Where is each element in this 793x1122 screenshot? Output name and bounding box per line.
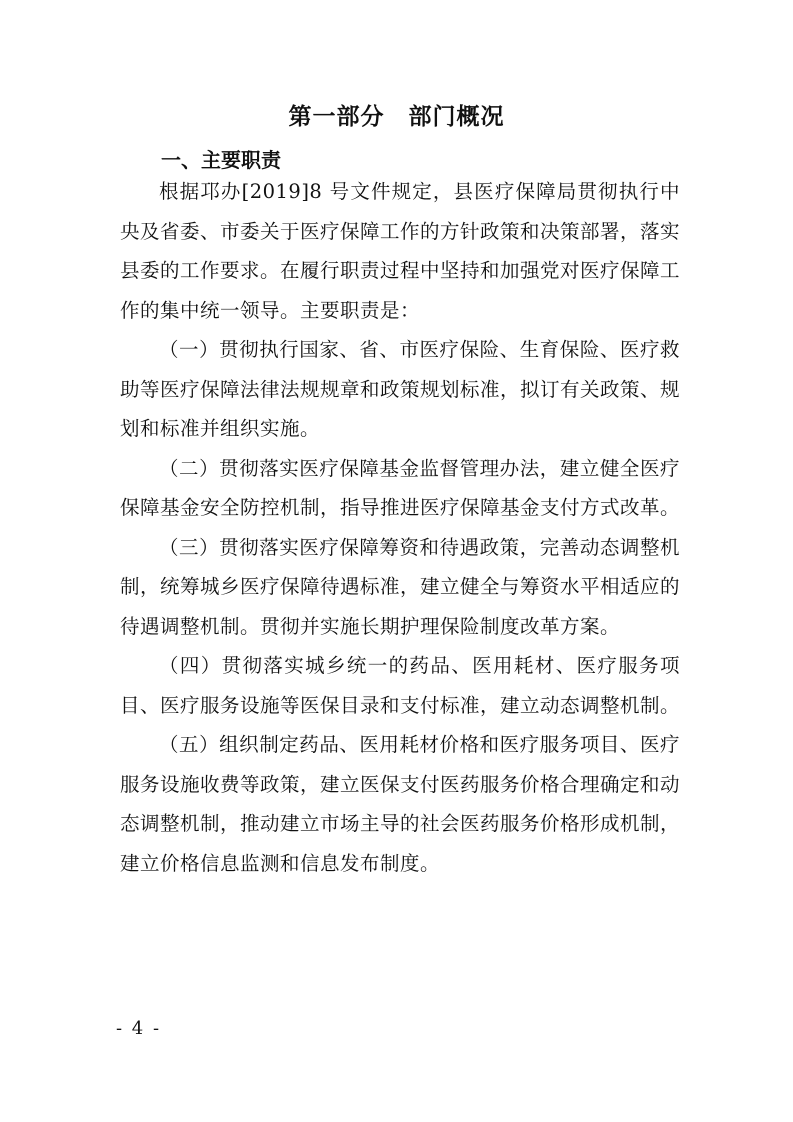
duty-item-3: （三）贯彻落实医疗保障筹资和待遇政策，完善动态调整机制，统筹城乡医疗保障待遇标准，建立健全与筹资水平相适应的待遇调整机制。贯彻并实施长期护理保险制度改革方案。 bbox=[120, 535, 681, 638]
duty-item-5: （五）组织制定药品、医用耗材价格和医疗服务项目、医疗服务设施收费等政策，建立医保支付医药服务价格合理确定和动态调整机制，推动建立市场主导的社会医药服务价格形成机制，建立价格信息监测和信息发布制度。 bbox=[120, 733, 681, 875]
body-text bbox=[120, 172, 680, 883]
page-title: 第一部分 部门概况 bbox=[288, 104, 505, 130]
intro-paragraph: 根据邛办[2019]8 号文件规定，县医疗保障局贯彻执行中央及省委、市委关于医疗保障工作的方针政策和决策部署，落实县委的工作要求。在履行职责过程中坚持和加强党对医疗保障工作的集中统一领导。主要职责是： bbox=[120, 180, 681, 322]
duty-item-4: （四）贯彻落实城乡统一的药品、医用耗材、医疗服务项目、医疗服务设施等医保目录和支付标准，建立动态调整机制。 bbox=[120, 654, 681, 717]
duty-item-2: （二）贯彻落实医疗保障基金监督管理办法，建立健全医疗保障基金安全防控机制，指导推进医疗保障基金支付方式改革。 bbox=[120, 456, 681, 519]
duty-item-1: （一）贯彻执行国家、省、市医疗保险、生育保险、医疗救助等医疗保障法律法规规章和政策规划标准，拟订有关政策、规划和标准并组织实施。 bbox=[120, 338, 681, 440]
page-number: - 4 - bbox=[116, 1018, 162, 1039]
section-heading: 一、主要职责 bbox=[161, 148, 281, 172]
